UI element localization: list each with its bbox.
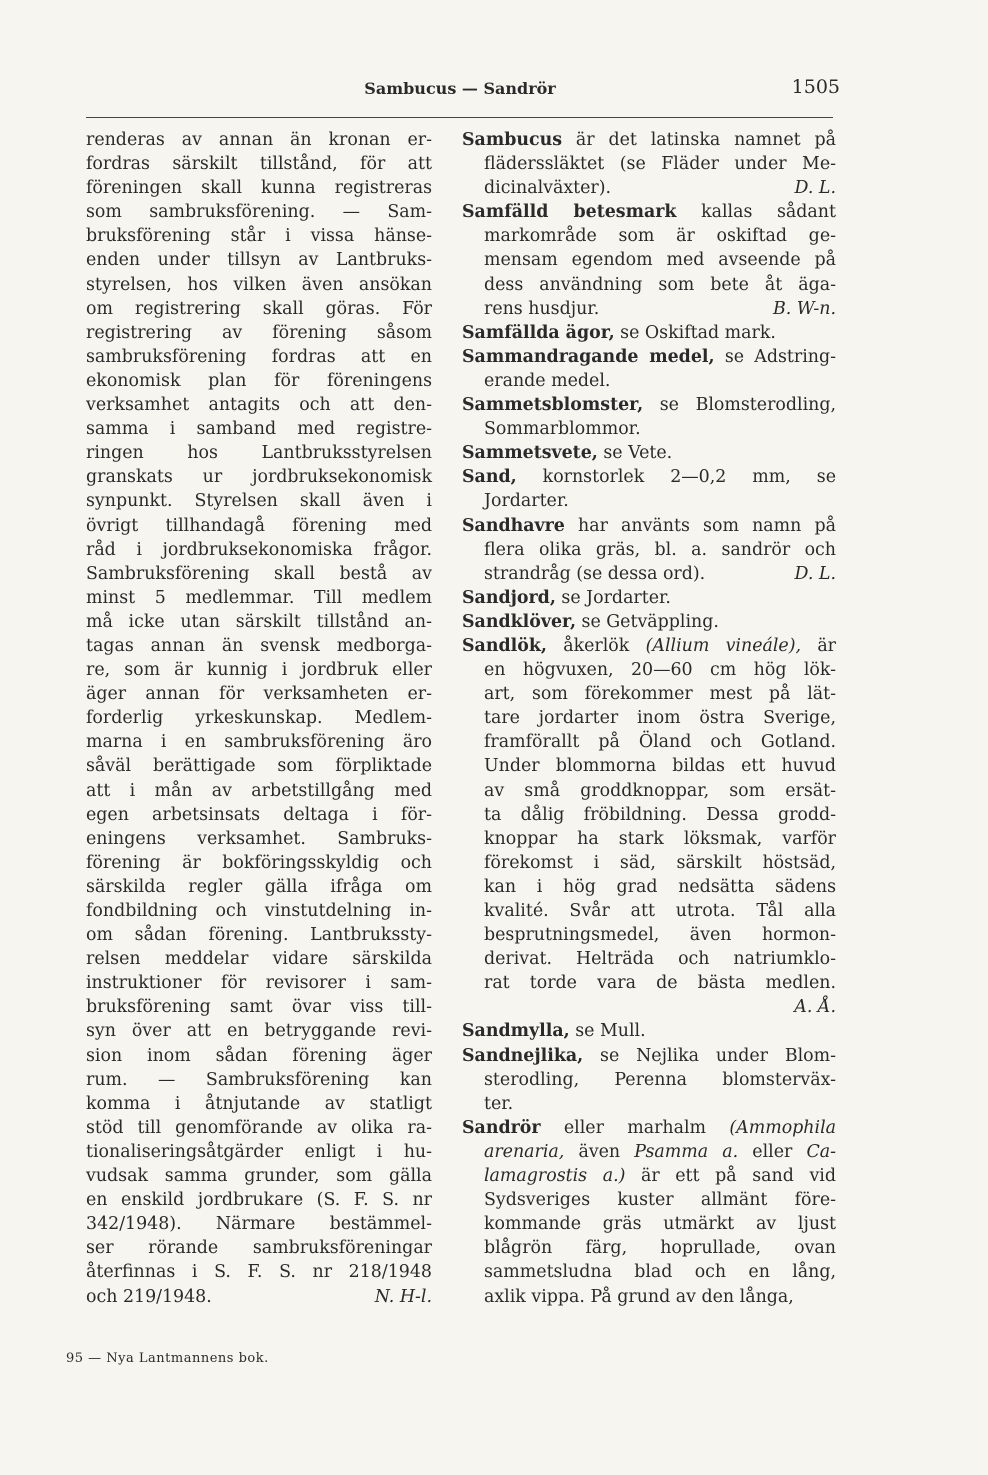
dictionary-entry bbox=[462, 514, 836, 586]
headword: Samfällda ägor, bbox=[462, 322, 615, 343]
text-line: återfinnas i S. F. S. nr 218/1948 bbox=[86, 1262, 432, 1283]
headword: Sambucus bbox=[462, 130, 563, 150]
entry-line bbox=[462, 538, 836, 562]
entry-text: åkerlök bbox=[546, 635, 646, 656]
entry-text: sammetsludna blad och en lång, bbox=[484, 1262, 836, 1283]
dictionary-entry bbox=[462, 1116, 836, 1309]
entry-text: ter. bbox=[484, 1093, 514, 1114]
entry-text: sterodling, Perenna blomsterväx- bbox=[484, 1069, 836, 1090]
dictionary-entry bbox=[462, 345, 836, 393]
entry-text: en högvuxen, 20—60 cm hög lök- bbox=[484, 660, 836, 681]
page-number: 1505 bbox=[791, 76, 840, 98]
entry-text: se Adstring- bbox=[714, 346, 836, 367]
headword: Sandrör bbox=[462, 1117, 541, 1138]
entry-line bbox=[462, 947, 836, 971]
entry-text: förekomst i säd, särskilt höstsäd, bbox=[484, 852, 836, 873]
entry-text: se Getväppling. bbox=[576, 611, 719, 632]
entry-line bbox=[462, 971, 836, 995]
text-line: som sambruksförening. — Sam- bbox=[86, 202, 432, 223]
text-line: bruksförening samt övar viss till- bbox=[86, 997, 432, 1018]
entry-text: strandråg (se dessa ord). bbox=[484, 563, 706, 584]
entry-line bbox=[462, 875, 836, 899]
text-line: såväl berättigade som förpliktade bbox=[86, 756, 432, 777]
dictionary-entry bbox=[462, 393, 836, 441]
text-line: enden under tillsyn av Lantbruks- bbox=[86, 250, 432, 271]
dictionary-entry bbox=[462, 441, 836, 465]
entry-line bbox=[462, 345, 836, 369]
entry-line bbox=[462, 489, 836, 513]
entry-text: se Oskiftad mark. bbox=[614, 322, 776, 343]
text-line: ser rörande sambruksföreningar bbox=[86, 1238, 432, 1259]
entry-text: av små groddknoppar, som ersät- bbox=[484, 780, 836, 801]
dictionary-entry bbox=[462, 1019, 836, 1043]
text-line: granskats ur jordbruksekonomisk bbox=[86, 467, 432, 488]
author-signature: N. H-l. bbox=[374, 1286, 432, 1307]
entry-line bbox=[462, 1285, 836, 1309]
author-signature: D. L. bbox=[794, 563, 836, 584]
entry-text: Under blommorna bildas ett huvud bbox=[484, 756, 836, 777]
dictionary-entry bbox=[462, 200, 836, 320]
entry-text: kommande gräs utmärkt av ljust bbox=[484, 1214, 836, 1235]
entry-line bbox=[462, 176, 836, 200]
left-column bbox=[86, 128, 432, 1309]
text-line: råd i jordbruksekonomiska frågor. bbox=[86, 539, 432, 560]
entry-line bbox=[462, 1260, 836, 1284]
latin-name: (Ammophila bbox=[729, 1117, 836, 1138]
text-line: sion inom sådan förening äger bbox=[86, 1045, 432, 1066]
headword: Sandjord, bbox=[462, 587, 556, 608]
text-line: eningens verksamhet. Sambruks- bbox=[86, 828, 432, 849]
running-header-title: Sambucus — Sandrör bbox=[364, 79, 556, 98]
text-line: stöd till genomförande av olika ra- bbox=[86, 1117, 432, 1138]
headword: Sammetsblomster, bbox=[462, 395, 644, 416]
text-line: förening är bokföringsskyldig och bbox=[86, 852, 432, 873]
entry-text: eller bbox=[738, 1141, 807, 1162]
entry-text: Sommarblommor. bbox=[484, 419, 641, 440]
entry-line bbox=[462, 224, 836, 248]
entry-text: markområde som är oskiftad ge- bbox=[484, 226, 836, 247]
entry-text: se Blomsterodling, bbox=[643, 395, 836, 416]
entry-text: mensam egendom med avseende på bbox=[484, 250, 836, 271]
dictionary-entry bbox=[462, 321, 836, 345]
entry-text: erande medel. bbox=[484, 370, 611, 391]
entry-line bbox=[462, 1164, 836, 1188]
text-line: 342/1948). Närmare bestämmel- bbox=[86, 1214, 432, 1235]
text-line: ekonomisk plan för föreningens bbox=[86, 370, 432, 391]
entry-text: kornstorlek 2—0,2 mm, se bbox=[516, 467, 836, 488]
text-line: och 219/1948. N. H-l. bbox=[86, 1285, 432, 1309]
text-line: ringen hos Lantbruksstyrelsen bbox=[86, 443, 432, 464]
text-line: renderas av annan än kronan er- bbox=[86, 130, 432, 150]
text-line: särskilda regler gälla ifråga om bbox=[86, 876, 432, 897]
text-line: relsen meddelar vidare särskilda bbox=[86, 949, 432, 970]
entry-line bbox=[462, 441, 836, 465]
entry-text: kallas sådant bbox=[676, 202, 836, 223]
entry-line bbox=[462, 923, 836, 947]
entry-line bbox=[462, 586, 836, 610]
entry-line bbox=[462, 393, 836, 417]
text-line: instruktioner för revisorer i sam- bbox=[86, 973, 432, 994]
entry-text: ta dålig fröbildning. Dessa grodd- bbox=[484, 804, 836, 825]
entry-line bbox=[462, 152, 836, 176]
text-line: bruksförening står i vissa hänse- bbox=[86, 226, 432, 247]
header-rule bbox=[86, 117, 833, 118]
headword: Sand, bbox=[462, 467, 517, 488]
entry-text: besprutningsmedel, även hormon- bbox=[484, 925, 836, 946]
latin-name: lamagrostis a.) bbox=[484, 1166, 626, 1187]
entry-line bbox=[462, 610, 836, 634]
text-line: samma i samband med registre- bbox=[86, 419, 432, 440]
text-line: om registrering skall göras. För bbox=[86, 298, 432, 319]
latin-name: (Allium vineále), bbox=[645, 635, 802, 656]
dictionary-entry bbox=[462, 634, 836, 1020]
text-line: marna i en sambruksförening äro bbox=[86, 732, 432, 753]
text-line: vudsak samma grunder, som gälla bbox=[86, 1166, 432, 1187]
text-line: re, som är kunnig i jordbruk eller bbox=[86, 660, 432, 681]
headword: Sandklöver, bbox=[462, 611, 577, 632]
headword: Sandhavre bbox=[462, 515, 565, 536]
entry-text: rat torde vara de bästa medlen. bbox=[484, 973, 836, 994]
text-line: fordras särskilt tillstånd, för att bbox=[86, 154, 432, 175]
entry-text: axlik vippa. På grund av den långa, bbox=[484, 1286, 794, 1307]
headword: Sammandragande medel, bbox=[462, 346, 715, 367]
entry-line bbox=[462, 1092, 836, 1116]
entry-text: knoppar ha stark löksmak, varför bbox=[484, 828, 836, 849]
entry-line bbox=[462, 321, 836, 345]
entry-text: derivat. Helträda och natriumklo- bbox=[484, 949, 836, 970]
text-line: Sambruksförening skall bestå av bbox=[86, 563, 432, 584]
text-line: övrigt tillhandagå förening med bbox=[86, 515, 432, 536]
entry-text: se Nejlika under Blom- bbox=[583, 1045, 836, 1066]
entry-line bbox=[462, 248, 836, 272]
entry-line bbox=[462, 779, 836, 803]
author-signature: B. W-n. bbox=[772, 298, 836, 319]
entry-text: se Jordarter. bbox=[555, 587, 671, 608]
author-signature: A. Å. bbox=[794, 997, 836, 1018]
entry-line bbox=[462, 369, 836, 393]
text-line: forderlig yrkeskunskap. Medlem- bbox=[86, 708, 432, 729]
entry-text: blågrön färg, hoprullade, ovan bbox=[484, 1238, 836, 1259]
entry-line bbox=[462, 1188, 836, 1212]
latin-name: arenaria, bbox=[484, 1141, 565, 1162]
dictionary-entry bbox=[462, 586, 836, 610]
text-line: en enskild jordbrukare (S. F. S. nr bbox=[86, 1190, 432, 1211]
text-line: tionaliseringsåtgärder enligt i hu- bbox=[86, 1141, 432, 1162]
text-line: syn över att en betryggande revi- bbox=[86, 1021, 432, 1042]
entry-line bbox=[462, 1044, 836, 1068]
entry-text: även bbox=[564, 1141, 635, 1162]
dictionary-entry bbox=[462, 610, 836, 634]
entry-text: se Mull. bbox=[569, 1021, 646, 1042]
dictionary-entry bbox=[462, 128, 836, 200]
headword: Sammetsvete, bbox=[462, 443, 598, 464]
entry-text: är bbox=[801, 635, 836, 656]
entry-line bbox=[462, 514, 836, 538]
entry-text: har använts som namn på bbox=[564, 515, 836, 536]
entry-line bbox=[462, 1236, 836, 1260]
entry-line bbox=[462, 297, 836, 321]
entry-line bbox=[462, 562, 836, 586]
text-line: registrering av förening såsom bbox=[86, 322, 432, 343]
entry-line bbox=[462, 128, 836, 152]
entry-text: Jordarter. bbox=[484, 491, 569, 512]
entry-text: kvalité. Svår att utrota. Tål alla bbox=[484, 901, 836, 921]
text-line: synpunkt. Styrelsen skall även i bbox=[86, 491, 432, 512]
dictionary-entry bbox=[462, 1044, 836, 1116]
text-line: styrelsen, hos vilken även ansökan bbox=[86, 274, 432, 295]
entry-line bbox=[462, 827, 836, 851]
text-line: egen arbetsinsats deltaga i för- bbox=[86, 804, 432, 825]
entry-line bbox=[462, 754, 836, 778]
entry-line bbox=[462, 1068, 836, 1092]
text-line: må icke utan särskilt tillstånd an- bbox=[86, 611, 432, 632]
entry-line bbox=[462, 200, 836, 224]
entry-text: eller marhalm bbox=[540, 1117, 730, 1138]
entry-text: tare jordarter inom östra Sverige, bbox=[484, 708, 836, 729]
entry-line bbox=[462, 1140, 836, 1164]
text-line: tagas annan än svensk medborga- bbox=[86, 635, 432, 656]
text-line: minst 5 medlemmar. Till medlem bbox=[86, 587, 432, 608]
headword: Sandmylla, bbox=[462, 1021, 570, 1042]
text-line: fondbildning och vinstutdelning in- bbox=[86, 901, 432, 921]
entry-line bbox=[462, 730, 836, 754]
entry-line bbox=[462, 682, 836, 706]
entry-text: Sydsveriges kuster allmänt före- bbox=[484, 1190, 836, 1211]
text-line: komma i åtnjutande av statligt bbox=[86, 1093, 432, 1114]
entry-line bbox=[462, 851, 836, 875]
entry-line bbox=[462, 465, 836, 489]
text-line: om sådan förening. Lantbrukssty- bbox=[86, 925, 432, 946]
entry-text: rens husdjur. bbox=[484, 298, 600, 319]
dictionary-entry bbox=[462, 465, 836, 513]
entry-line bbox=[462, 706, 836, 730]
text-line: rum. — Sambruksförening kan bbox=[86, 1069, 432, 1090]
right-column bbox=[462, 128, 836, 1309]
entry-text: framförallt på Öland och Gotland. bbox=[484, 732, 836, 753]
entry-line bbox=[462, 899, 836, 923]
text-line: sambruksförening fordras att en bbox=[86, 346, 432, 367]
text-line: föreningen skall kunna registreras bbox=[86, 178, 432, 199]
headword: Sandnejlika, bbox=[462, 1045, 584, 1066]
entry-line bbox=[462, 658, 836, 682]
entry-text: kan i hög grad nedsätta sädens bbox=[484, 876, 836, 897]
entry-text: dess användning som bete åt äga- bbox=[484, 274, 836, 295]
entry-line bbox=[462, 1116, 836, 1140]
headword: Sandlök, bbox=[462, 635, 547, 656]
entry-text: fläderssläktet (se Fläder under Me- bbox=[484, 154, 836, 175]
author-signature: D. L. bbox=[794, 178, 836, 199]
latin-name: Ca- bbox=[806, 1141, 836, 1162]
text-line: äger annan för verksamheten er- bbox=[86, 684, 432, 705]
entry-text: flera olika gräs, bl. a. sandrör och bbox=[484, 539, 836, 560]
entry-text: art, som förekommer mest på lät- bbox=[484, 684, 836, 705]
entry-text: är ett på sand vid bbox=[625, 1166, 836, 1187]
headword: Samfälld betesmark bbox=[462, 202, 677, 223]
footer-signature: 95 — Nya Lantmannens bok. bbox=[66, 1351, 269, 1366]
entry-line bbox=[462, 1212, 836, 1236]
entry-line bbox=[462, 995, 836, 1019]
latin-name: Psamma a. bbox=[634, 1141, 739, 1162]
entry-line bbox=[462, 417, 836, 441]
entry-line bbox=[462, 634, 836, 658]
entry-text: dicinalväxter). bbox=[484, 178, 612, 199]
text-line: att i mån av arbetstillgång med bbox=[86, 780, 432, 801]
entry-line bbox=[462, 1019, 836, 1043]
entry-text: se Vete. bbox=[597, 443, 673, 464]
entry-line bbox=[462, 273, 836, 297]
text-line: verksamhet antagits och att den- bbox=[86, 395, 432, 416]
entry-line bbox=[462, 803, 836, 827]
entry-text: är det latinska namnet på bbox=[562, 130, 836, 150]
